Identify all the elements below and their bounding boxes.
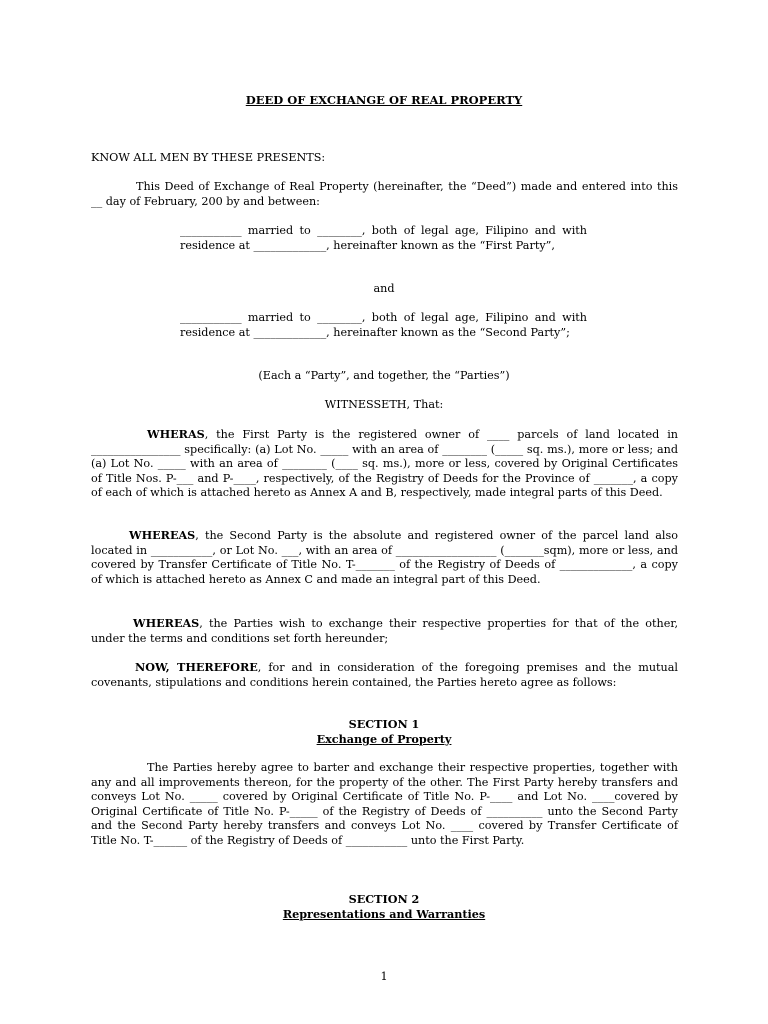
- parties-note: (Each a “Party”, and together, the “Parties”): [258, 369, 510, 382]
- page-number: 1: [380, 970, 388, 983]
- intro-line: KNOW ALL MEN BY THESE PRESENTS:: [91, 151, 326, 164]
- whereas-paragraph-2: [91, 528, 678, 587]
- now-therefore-paragraph: [91, 660, 678, 690]
- now-therefore-body: , for and in consideration of the foregoing premises and the mutual covenants, stipulations and conditions herein contained, the Parties hereto agree as follows:: [91, 661, 679, 689]
- whereas-paragraph-3: [91, 616, 678, 646]
- whereas-paragraph-1: [91, 427, 678, 501]
- section-2-subtitle: Representations and Warranties: [282, 907, 486, 921]
- whereas-2-lead: WHEREAS: [129, 528, 196, 542]
- first-party-paragraph: ___________ married to ________, both of legal age, Filipino and with residence at _____________, hereinafter known as the “First Party”,: [180, 224, 587, 252]
- whereas-2-body: , the Second Party is the absolute and registered owner of the parcel land also located in ___________, or Lot No. ___, with an area of __________________ (_______sqm), more or less, and covered by Transfer Certificate of Title No. T-_______ of the Registry of Deeds of _____________, a copy of which is attached hereto as Annex C and made an integral part of this Deed.: [91, 529, 678, 586]
- whereas-3-lead: WHEREAS: [133, 616, 200, 630]
- section-1-title: SECTION 1: [348, 717, 420, 731]
- section-1-body: The Parties hereby agree to barter and exchange their respective properties, together with any and all improvements thereon, for the property of the other. The First Party hereby transfers and conveys Lot No. _____ covered by Original Certificate of Title No. P-____ and Lot No. ____covered by Original Certificate of Title No. P-_____ of the Registry of Deeds of __________ unto the Second Party and the Second Party hereby transfers and conveys Lot No. ____ covered by Transfer Certificate of Title No. T-______ of the Registry of Deeds of ___________ unto the First Party.: [91, 761, 678, 847]
- section-1-subtitle: Exchange of Property: [316, 732, 452, 746]
- whereas-1-body: , the First Party is the registered owner of ____ parcels of land located in ________________ specifically: (a) Lot No. _____ with an area of ________ (_____ sq. ms.), more or less; and (a) Lot No. _____ with an area of ________ (____ sq. ms.), more or less, covered by Original Certificates of Title Nos. P-___ and P-____, respectively, of the Registry of Deeds for the Province of _______, a copy of each of which is attached hereto as Annex A and B, respectively, made integral parts of this Deed.: [91, 428, 678, 500]
- opening-paragraph: This Deed of Exchange of Real Property (hereinafter, the “Deed”) made and entered into this __ day of February, 200 by and between:: [91, 180, 678, 208]
- document-title: DEED OF EXCHANGE OF REAL PROPERTY: [245, 93, 523, 107]
- now-therefore-lead: NOW, THEREFORE: [135, 660, 258, 674]
- second-party-paragraph: ___________ married to ________, both of legal age, Filipino and with residence at _____________, hereinafter known as the “Second Party”;: [180, 311, 587, 339]
- and-label: and: [373, 282, 395, 295]
- whereas-1-lead: WHERAS: [147, 427, 205, 441]
- whereas-3-body: , the Parties wish to exchange their respective properties for that of the other, under the terms and conditions set forth hereunder;: [91, 617, 678, 645]
- section-2-title: SECTION 2: [348, 892, 420, 906]
- witnesseth-line: WITNESSETH, That:: [324, 398, 444, 411]
